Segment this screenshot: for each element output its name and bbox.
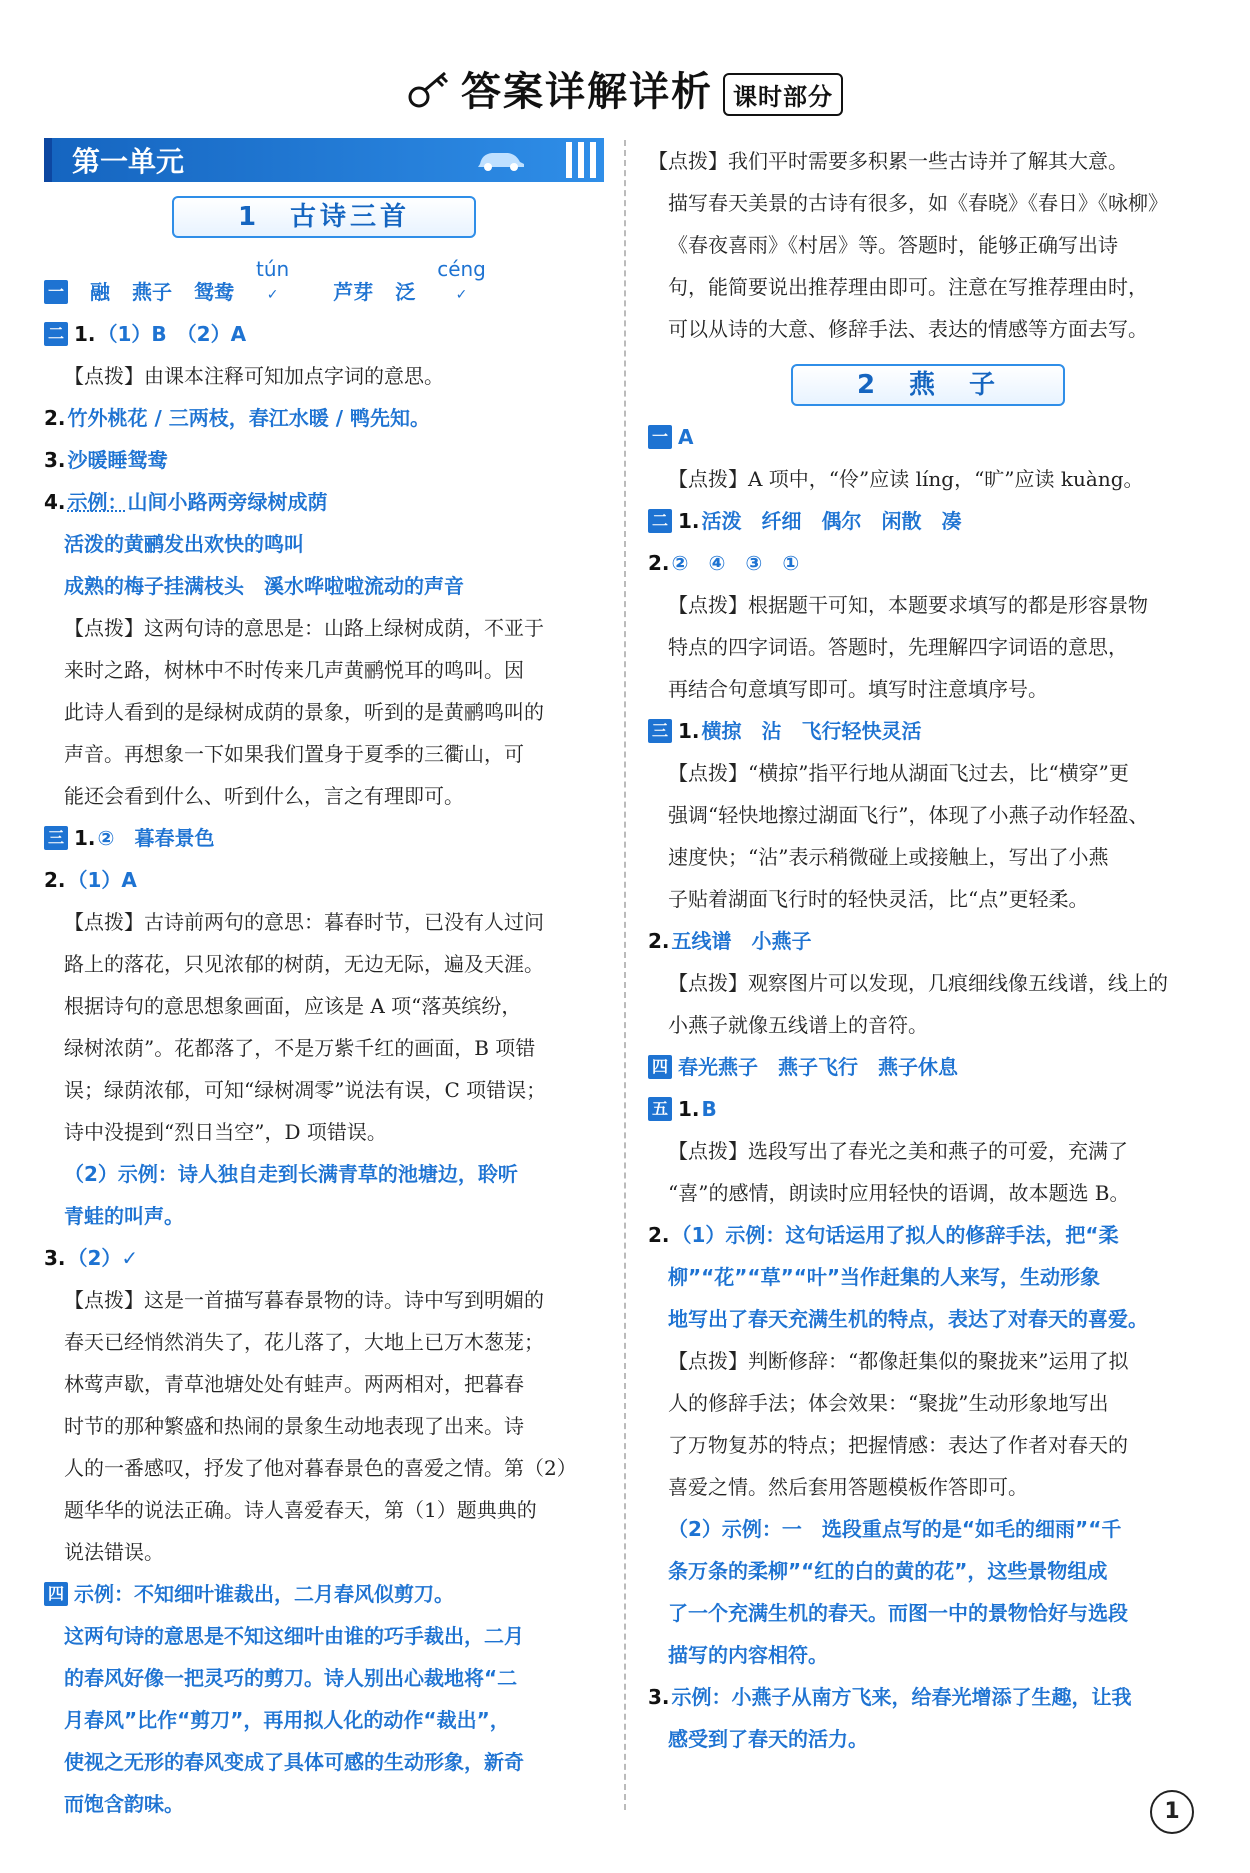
- hint: 春天已经悄然消失了，花儿落了，大地上已万木葱茏；: [64, 1330, 544, 1354]
- answer-word: 鸳鸯: [194, 280, 234, 304]
- hint: 能还会看到什么、听到什么，言之有理即可。: [64, 784, 464, 808]
- hint: 声音。再想象一下如果我们置身于夏季的三衢山，可: [64, 742, 524, 766]
- s3-q1: 三 1. ② 暮春景色: [44, 817, 604, 859]
- answer: ② 暮春景色: [97, 826, 215, 850]
- s2-q1: 二 1. （1）B （2）A: [44, 313, 604, 355]
- answer-word: 芦芽: [333, 280, 374, 304]
- s2-q2: 2. 竹外桃花 / 三两枝，春江水暖 / 鸭先知。: [44, 406, 430, 430]
- hint: “喜”的感情，朗读时应用轻快的语调，故本题选 B。: [668, 1181, 1130, 1205]
- hint: 【点拨】判断修辞：“都像赶集似的聚拢来”运用了拟: [668, 1349, 1129, 1373]
- s2-q4: 4. 示例：山间小路两旁绿树成荫: [44, 490, 328, 514]
- answer-line: 柳”“花”“草”“叶”当作赶集的人来写，生动形象: [668, 1265, 1101, 1289]
- hint: 【点拨】这是一首描写暮春景物的诗。诗中写到明媚的: [64, 1288, 544, 1312]
- hint: 路上的落花，只见浓郁的树荫，无边无际，遍及天涯。: [64, 952, 544, 976]
- hint: 子贴着湖面飞行时的轻快灵活，比“点”更轻柔。: [668, 887, 1089, 911]
- hint: 描写春天美景的古诗有很多，如《春晓》《春日》《咏柳》: [668, 191, 1168, 215]
- s4-line: 四 示例：不知细叶谁裁出，二月春风似剪刀。: [44, 1573, 604, 1615]
- left-column: [44, 138, 604, 1825]
- s2-q3: 3. 沙暖睡鸳鸯: [44, 448, 168, 472]
- answer-line: （2）示例：诗人独自走到长满青草的池塘边，聆听: [64, 1162, 518, 1186]
- title-text: 答案详解详析: [461, 69, 713, 115]
- column-divider: [624, 140, 626, 1810]
- hint: 句，能简要说出推荐理由即可。注意在写推荐理由时，: [668, 275, 1148, 299]
- hint: 了万物复苏的特点；把握情感：表达了作者对春天的: [668, 1433, 1128, 1457]
- hint: 林莺声歇，青草池塘处处有蛙声。两两相对，把暮春: [64, 1372, 524, 1396]
- answer: （1）B （2）A: [97, 322, 247, 346]
- answer-line: 而饱含韵味。: [64, 1792, 184, 1816]
- hint: 速度快；“沾”表示稍微碰上或接触上，写出了小燕: [668, 845, 1109, 869]
- car-icon: [474, 146, 534, 179]
- section-tag: 一: [44, 280, 68, 304]
- unit-header: [44, 138, 604, 182]
- lesson-title: 1 古诗三首: [172, 196, 476, 238]
- unit-title: 第一单元: [72, 145, 185, 178]
- answer-line: （2）示例：一 选段重点写的是“如毛的细雨”“千: [668, 1517, 1122, 1541]
- answer: 竹外桃花 / 三两枝，春江水暖 / 鸭先知。: [67, 406, 430, 430]
- s3-q2: 2. （1）A: [44, 868, 137, 892]
- hint: 【点拨】这两句诗的意思是：山路上绿树成荫，不亚于: [64, 616, 544, 640]
- hint: 来时之路，树林中不时传来几声黄鹂悦耳的鸣叫。因: [64, 658, 524, 682]
- hint: 诗中没提到“烈日当空”，D 项错误。: [64, 1120, 387, 1144]
- answer: （1）A: [67, 868, 137, 892]
- pinyin-check: tún ✓: [256, 257, 290, 303]
- hint: 特点的四字词语。答题时，先理解四字词语的意思，: [668, 635, 1128, 659]
- answer-line: 的春风好像一把灵巧的剪刀。诗人别出心裁地将“二: [64, 1666, 518, 1690]
- hint: 误；绿荫浓郁，可知“绿树凋零”说法有误，C 项错误；: [64, 1078, 547, 1102]
- l2-s5-q1: 五 1. B: [648, 1088, 1208, 1130]
- hint: 【点拨】“横掠”指平行地从湖面飞过去，比“横穿”更: [668, 761, 1129, 785]
- hint: 可以从诗的大意、修辞手法、表达的情感等方面去写。: [668, 317, 1148, 341]
- answer-line: 这两句诗的意思是不知这细叶由谁的巧手裁出，二月: [64, 1624, 524, 1648]
- answer-line: 活泼的黄鹂发出欢快的鸣叫: [64, 532, 304, 556]
- l2-s1: 一 A: [648, 416, 1208, 458]
- pinyin-check: céng ✓: [437, 257, 486, 303]
- hint: 【点拨】观察图片可以发现，几痕细线像五线谱，线上的: [668, 971, 1168, 995]
- hint: 喜爱之情。然后套用答题模板作答即可。: [668, 1475, 1028, 1499]
- section-tag: 一: [648, 425, 672, 449]
- answer: （2）✓: [67, 1246, 139, 1270]
- answer-word: 泛: [395, 280, 416, 304]
- section-badge: 课时部分: [723, 73, 843, 116]
- answer-line: 月春风”比作“剪刀”，再用拟人化的动作“裁出”，: [64, 1708, 510, 1732]
- page-number: 1: [1150, 1790, 1194, 1834]
- answer-line: 描写的内容相符。: [668, 1643, 828, 1667]
- section-tag: 二: [648, 509, 672, 533]
- right-column: [648, 140, 1208, 1760]
- hint: 【点拨】选段写出了春光之美和燕子的可爱，充满了: [668, 1139, 1128, 1163]
- section-tag: 五: [648, 1097, 672, 1121]
- hint: 【点拨】我们平时需要多积累一些古诗并了解其大意。: [648, 149, 1128, 173]
- hint: 时节的那种繁盛和热闹的景象生动地表现了出来。诗: [64, 1414, 524, 1438]
- answer-line: 使视之无形的春风变成了具体可感的生动形象，新奇: [64, 1750, 524, 1774]
- hint: 【点拨】古诗前两句的意思：暮春时节，已没有人过问: [64, 910, 544, 934]
- hint: 再结合句意填写即可。填写时注意填序号。: [668, 677, 1048, 701]
- answer-line: 了一个充满生机的春天。而图一中的景物恰好与选段: [668, 1601, 1128, 1625]
- hint: 人的修辞手法；体会效果：“聚拢”生动形象地写出: [668, 1391, 1109, 1415]
- key-icon: [407, 69, 451, 119]
- l2-s2-q1: 二 1. 活泼 纤细 偶尔 闲散 凑: [648, 500, 1208, 542]
- hint: 说法错误。: [64, 1540, 164, 1564]
- answer-line: 感受到了春天的活力。: [668, 1727, 868, 1751]
- section-1: [44, 248, 604, 313]
- hint: 【点拨】根据题干可知，本题要求填写的都是形容景物: [668, 593, 1148, 617]
- hint: 【点拨】由课本注释可知加点字词的意思。: [64, 364, 444, 388]
- section-tag: 三: [648, 719, 672, 743]
- section-tag: 二: [44, 322, 68, 346]
- l2-s3-q2: 2. 五线谱 小燕子: [648, 929, 812, 953]
- page-title: [0, 60, 1250, 119]
- l2-s5-q3: 3. 示例：小燕子从南方飞来，给春光增添了生趣，让我: [648, 1685, 1132, 1709]
- answer-line: 地写出了春天充满生机的特点，表达了对春天的喜爱。: [668, 1307, 1148, 1331]
- l2-s2-q2: 2. ② ④ ③ ①: [648, 551, 800, 575]
- hint: 《春夜喜雨》《村居》等。答题时，能够正确写出诗: [668, 233, 1118, 257]
- answer: 沙暖睡鸳鸯: [67, 448, 168, 472]
- hint: 题华华的说法正确。诗人喜爱春天，第（1）题典典的: [64, 1498, 537, 1522]
- hint: 强调“轻快地擦过湖面飞行”，体现了小燕子动作轻盈、: [668, 803, 1149, 827]
- hint: 【点拨】A 项中，“伶”应读 líng，“旷”应读 kuàng。: [668, 467, 1144, 491]
- answer-line: 青蛙的叫声。: [64, 1204, 184, 1228]
- hint: 此诗人看到的是绿树成荫的景象，听到的是黄鹂鸣叫的: [64, 700, 544, 724]
- section-tag: 四: [648, 1055, 672, 1079]
- section-tag: 四: [44, 1582, 68, 1606]
- l2-s5-q2: 2. （1）示例：这句话运用了拟人的修辞手法，把“柔: [648, 1223, 1119, 1247]
- l2-s4: 四 春光燕子 燕子飞行 燕子休息: [648, 1046, 1208, 1088]
- answer-line: 条万条的柔柳”“红的白的黄的花”，这些景物组成: [668, 1559, 1108, 1583]
- s3-q3: 3. （2）✓: [44, 1246, 139, 1270]
- answer-line: 成熟的梅子挂满枝头 溪水哗啦啦流动的声音: [64, 574, 464, 598]
- lesson-title: 2 燕 子: [791, 364, 1065, 406]
- hint: 绿树浓荫”。花都落了，不是万紫千红的画面，B 项错: [64, 1036, 536, 1060]
- l2-s3-q1: 三 1. 横掠 沾 飞行轻快灵活: [648, 710, 1208, 752]
- answer-word: 融: [90, 280, 110, 304]
- unit-stripes: [566, 142, 596, 178]
- hint: 根据诗句的意思想象画面，应该是 A 项“落英缤纷，: [64, 994, 522, 1018]
- section-tag: 三: [44, 826, 68, 850]
- answer-word: 燕子: [132, 280, 172, 304]
- hint: 人的一番感叹，抒发了他对暮春景色的喜爱之情。第（2）: [64, 1456, 577, 1480]
- hint: 小燕子就像五线谱上的音符。: [668, 1013, 928, 1037]
